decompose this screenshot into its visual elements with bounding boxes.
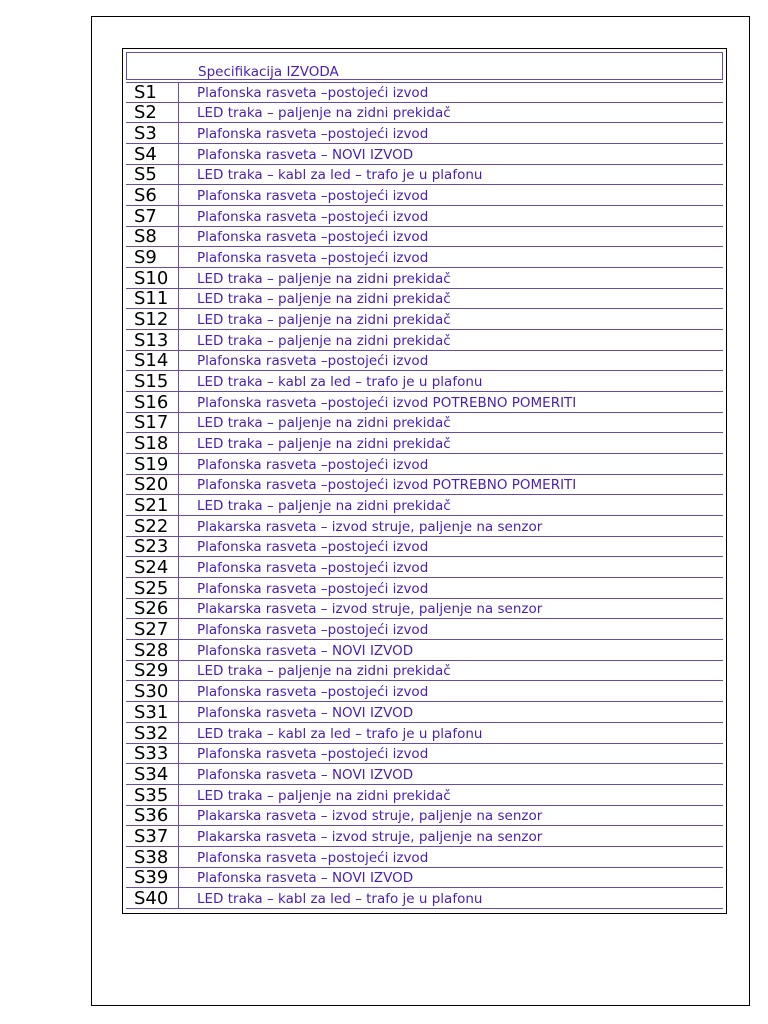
circuit-code: S36: [134, 805, 169, 827]
circuit-description: LED traka – kabl za led – trafo je u plafonu: [197, 374, 483, 391]
circuit-code: S12: [134, 309, 169, 331]
circuit-code-cell: [126, 247, 179, 267]
circuit-description: Plafonska rasveta –postojeći izvod POTREBNO POMERITI: [197, 477, 577, 494]
circuit-code: S16: [134, 391, 169, 413]
table-row: [126, 103, 723, 124]
table-row: [126, 516, 723, 537]
circuit-code: S14: [134, 350, 169, 372]
circuit-code-cell: [126, 185, 179, 205]
circuit-code: S4: [134, 143, 157, 165]
table-title-row: [126, 52, 723, 80]
circuit-description: Plafonska rasveta –postojeći izvod: [197, 684, 429, 701]
table-row: [126, 661, 723, 682]
circuit-code: S3: [134, 123, 157, 145]
circuit-description: Plafonska rasveta –postojeći izvod: [197, 580, 429, 597]
circuit-description: Plafonska rasveta – NOVI IZVOD: [197, 704, 414, 721]
circuit-code: S6: [134, 185, 157, 207]
circuit-code: S39: [134, 867, 169, 889]
circuit-description: Plakarska rasveta – izvod struje, paljenje na senzor: [197, 828, 543, 845]
circuit-code-cell: [126, 826, 179, 846]
table-row: [126, 227, 723, 248]
circuit-description: Plafonska rasveta –postojeći izvod POTREBNO POMERITI: [197, 394, 577, 411]
circuit-code-cell: [126, 619, 179, 639]
circuit-code-cell: [126, 723, 179, 743]
table-row: [126, 681, 723, 702]
circuit-code: S27: [134, 619, 169, 641]
circuit-description: LED traka – paljenje na zidni prekidač: [197, 415, 451, 432]
circuit-description: LED traka – paljenje na zidni prekidač: [197, 105, 451, 122]
table-row: [126, 351, 723, 372]
circuit-code: S31: [134, 701, 169, 723]
table-row: [126, 371, 723, 392]
circuit-code-cell: [126, 868, 179, 888]
table-row: [126, 289, 723, 310]
circuit-code: S32: [134, 722, 169, 744]
circuit-description: Plafonska rasveta – NOVI IZVOD: [197, 642, 414, 659]
circuit-code-cell: [126, 371, 179, 391]
circuit-description: LED traka – kabl za led – trafo je u plafonu: [197, 890, 483, 907]
circuit-code-cell: [126, 144, 179, 164]
table-row: [126, 144, 723, 165]
circuit-code: S9: [134, 247, 157, 269]
circuit-code-cell: [126, 268, 179, 288]
circuit-code-cell: [126, 83, 179, 102]
table-row: [126, 723, 723, 744]
circuit-code-cell: [126, 123, 179, 143]
circuit-code: S5: [134, 164, 157, 186]
circuit-code-cell: [126, 454, 179, 474]
circuit-code-cell: [126, 661, 179, 681]
table-row: [126, 537, 723, 558]
circuit-description: LED traka – paljenje na zidni prekidač: [197, 498, 451, 515]
circuit-code-cell: [126, 309, 179, 329]
circuit-description: Plafonska rasveta – NOVI IZVOD: [197, 146, 414, 163]
table-row: [126, 785, 723, 806]
table-row: [126, 578, 723, 599]
circuit-description: Plafonska rasveta –postojeći izvod: [197, 746, 429, 763]
table-row: [126, 165, 723, 186]
circuit-description: Plafonska rasveta –postojeći izvod: [197, 353, 429, 370]
table-row: [126, 744, 723, 765]
circuit-code: S8: [134, 226, 157, 248]
circuit-description: Plafonska rasveta –postojeći izvod: [197, 250, 429, 267]
circuit-code: S15: [134, 371, 169, 393]
circuit-code-cell: [126, 103, 179, 123]
circuit-code: S21: [134, 495, 169, 517]
circuit-description: LED traka – kabl za led – trafo je u plafonu: [197, 167, 483, 184]
circuit-code-cell: [126, 640, 179, 660]
circuit-description: Plafonska rasveta –postojeći izvod: [197, 188, 429, 205]
table-row: [126, 847, 723, 868]
circuit-code: S40: [134, 887, 169, 909]
circuit-code-cell: [126, 516, 179, 536]
circuit-code: S2: [134, 102, 157, 124]
circuit-code: S22: [134, 515, 169, 537]
circuit-description: Plakarska rasveta – izvod struje, paljenje na senzor: [197, 601, 543, 618]
circuit-description: LED traka – paljenje na zidni prekidač: [197, 332, 451, 349]
table-row: [126, 764, 723, 785]
circuit-code-cell: [126, 888, 179, 908]
circuit-description: LED traka – kabl za led – trafo je u plafonu: [197, 725, 483, 742]
table-row: [126, 475, 723, 496]
circuit-description: Plafonska rasveta –postojeći izvod: [197, 849, 429, 866]
circuit-description: Plafonska rasveta – NOVI IZVOD: [197, 766, 414, 783]
circuit-description: LED traka – paljenje na zidni prekidač: [197, 663, 451, 680]
circuit-code: S1: [134, 81, 157, 103]
circuit-code: S20: [134, 474, 169, 496]
circuit-description: Plafonska rasveta – NOVI IZVOD: [197, 870, 414, 887]
circuit-code: S37: [134, 825, 169, 847]
circuit-code: S19: [134, 453, 169, 475]
circuit-code: S29: [134, 660, 169, 682]
circuit-code-cell: [126, 537, 179, 557]
circuit-code-cell: [126, 227, 179, 247]
circuit-code: S24: [134, 557, 169, 579]
circuit-code: S38: [134, 846, 169, 868]
circuit-code: S30: [134, 681, 169, 703]
table-row: [126, 454, 723, 475]
circuit-code: S10: [134, 267, 169, 289]
circuit-code-cell: [126, 806, 179, 826]
circuit-code-cell: [126, 289, 179, 309]
table-row: [126, 392, 723, 413]
circuit-code: S28: [134, 639, 169, 661]
circuit-code-cell: [126, 764, 179, 784]
circuit-description: Plafonska rasveta –postojeći izvod: [197, 208, 429, 225]
table-row: [126, 702, 723, 723]
table-row: [126, 185, 723, 206]
circuit-description: Plafonska rasveta –postojeći izvod: [197, 456, 429, 473]
circuit-description: LED traka – paljenje na zidni prekidač: [197, 312, 451, 329]
circuit-code-cell: [126, 681, 179, 701]
table-row: [126, 826, 723, 847]
circuit-code-cell: [126, 785, 179, 805]
circuit-description: Plakarska rasveta – izvod struje, paljenje na senzor: [197, 808, 543, 825]
circuit-code: S11: [134, 288, 169, 310]
circuit-code-cell: [126, 392, 179, 412]
circuit-code: S23: [134, 536, 169, 558]
circuit-code-cell: [126, 495, 179, 515]
table-row: [126, 495, 723, 516]
table-row: [126, 599, 723, 620]
circuit-description: LED traka – paljenje na zidni prekidač: [197, 787, 451, 804]
table-row: [126, 82, 723, 103]
circuit-code-cell: [126, 578, 179, 598]
table-row: [126, 123, 723, 144]
table-row: [126, 206, 723, 227]
circuit-code: S18: [134, 433, 169, 455]
circuit-code-cell: [126, 206, 179, 226]
circuit-code-cell: [126, 351, 179, 371]
circuit-description: LED traka – paljenje na zidni prekidač: [197, 291, 451, 308]
table-row: [126, 268, 723, 289]
circuit-description: Plafonska rasveta –postojeći izvod: [197, 622, 429, 639]
table-row: [126, 413, 723, 434]
circuit-description: Plakarska rasveta – izvod struje, paljenje na senzor: [197, 518, 543, 535]
circuit-code-cell: [126, 330, 179, 350]
circuit-description: Plafonska rasveta –postojeći izvod: [197, 560, 429, 577]
circuit-code: S34: [134, 763, 169, 785]
circuit-code-cell: [126, 433, 179, 453]
circuit-code: S13: [134, 329, 169, 351]
circuit-code: S25: [134, 577, 169, 599]
circuit-description: Plafonska rasveta –postojeći izvod: [197, 126, 429, 143]
table-rows: [126, 82, 723, 909]
table-row: [126, 433, 723, 454]
circuit-code-cell: [126, 557, 179, 577]
circuit-code: S33: [134, 743, 169, 765]
table-row: [126, 619, 723, 640]
table-row: [126, 309, 723, 330]
table-row: [126, 557, 723, 578]
circuit-code-cell: [126, 599, 179, 619]
circuit-description: LED traka – paljenje na zidni prekidač: [197, 270, 451, 287]
circuit-code: S17: [134, 412, 169, 434]
circuit-code-cell: [126, 847, 179, 867]
circuit-code-cell: [126, 413, 179, 433]
circuit-description: LED traka – paljenje na zidni prekidač: [197, 436, 451, 453]
table-row: [126, 868, 723, 889]
table-row: [126, 640, 723, 661]
circuit-code: S7: [134, 205, 157, 227]
circuit-code: S35: [134, 784, 169, 806]
circuit-code-cell: [126, 165, 179, 185]
specification-table: [122, 48, 727, 914]
circuit-code-cell: [126, 475, 179, 495]
circuit-code-cell: [126, 702, 179, 722]
table-row: [126, 330, 723, 351]
table-row: [126, 806, 723, 827]
table-row: [126, 247, 723, 268]
circuit-code-cell: [126, 744, 179, 764]
circuit-description: Plafonska rasveta –postojeći izvod: [197, 539, 429, 556]
circuit-description: Plafonska rasveta –postojeći izvod: [197, 84, 429, 101]
circuit-description: Plafonska rasveta –postojeći izvod: [197, 229, 429, 246]
table-title: Specifikacija IZVODA: [198, 64, 339, 80]
circuit-code: S26: [134, 598, 169, 620]
table-row: [126, 888, 723, 909]
